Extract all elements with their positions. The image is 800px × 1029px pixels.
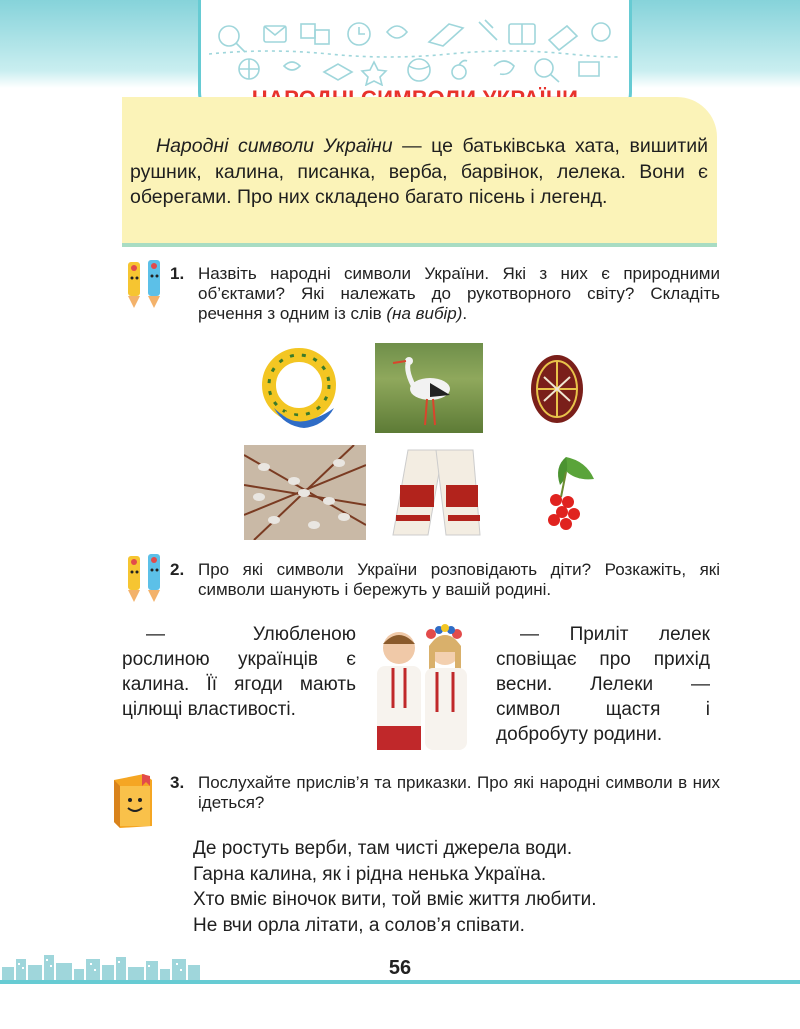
school-doodles-decoration <box>209 14 621 86</box>
wreath-photo <box>244 343 354 433</box>
child-speech-right: — Приліт лелек сповіщає про прихід весни. Лелеки — символ щастя і добробуту родини. <box>496 624 710 745</box>
proverb-line: Гарна калина, як і рідна ненька Україна. <box>193 863 547 885</box>
pencils-pair-icon <box>124 258 166 310</box>
pencils-pair-icon <box>124 552 166 604</box>
footer-rule <box>0 980 800 984</box>
task-1-note: (на вибір) <box>386 304 463 323</box>
task-3-text: Послухайте прислів’я та приказки. Про які народні символи в них ідеться? <box>198 773 720 812</box>
intro-definition: — це батьківська хата, вишитий рушник, калина, писанка, верба, барвінок, лелека. Вони є оберегами. Про них складено багато пісень і легенд. <box>130 135 708 208</box>
task-2-number: 2. <box>170 560 185 579</box>
book-character-icon <box>108 772 156 830</box>
child-speech-left: — Улюбленою рослиною українців є калина. Її ягоди мають цілющі властивості. <box>122 624 356 720</box>
stork-photo <box>375 343 483 433</box>
proverbs-list <box>193 836 597 938</box>
proverb-line: Де ростуть верби, там чисті джерела води. <box>193 838 573 859</box>
task-1-number: 1. <box>170 264 185 283</box>
task-2 <box>170 560 720 600</box>
rushnyk-photo <box>388 445 484 540</box>
intro-term: Народні символи України <box>156 135 393 157</box>
kalyna-photo <box>526 452 606 532</box>
intro-text <box>130 134 708 211</box>
page-number: 56 <box>388 957 412 979</box>
proverb-line: Не вчи орла літати, а солов’я співати. <box>193 914 525 936</box>
task-1: 1. Назвіть народні символи України. Які з них є природними об’єктами? Які належать до рукотворного світу? Складіть речення з одним із слів (на вибір). <box>170 264 720 323</box>
pysanka-photo <box>502 343 612 433</box>
task-1-text: Назвіть народні символи України. Які з них є природними об’єктами? Які належать до рукотворного світу? Складіть речення з одним із слів <box>198 264 720 323</box>
proverb-line: Хто вміє віночок вити, той вміє життя любити. <box>193 889 597 910</box>
task-3-number: 3. <box>170 773 185 792</box>
task-2-text: Про які символи України розповідають діти? Розкажіть, які символи шанують і бережуть у вашій родині. <box>198 560 720 599</box>
pussy-willow-photo <box>244 445 366 540</box>
children-photo <box>357 618 489 750</box>
task-3 <box>170 773 720 813</box>
